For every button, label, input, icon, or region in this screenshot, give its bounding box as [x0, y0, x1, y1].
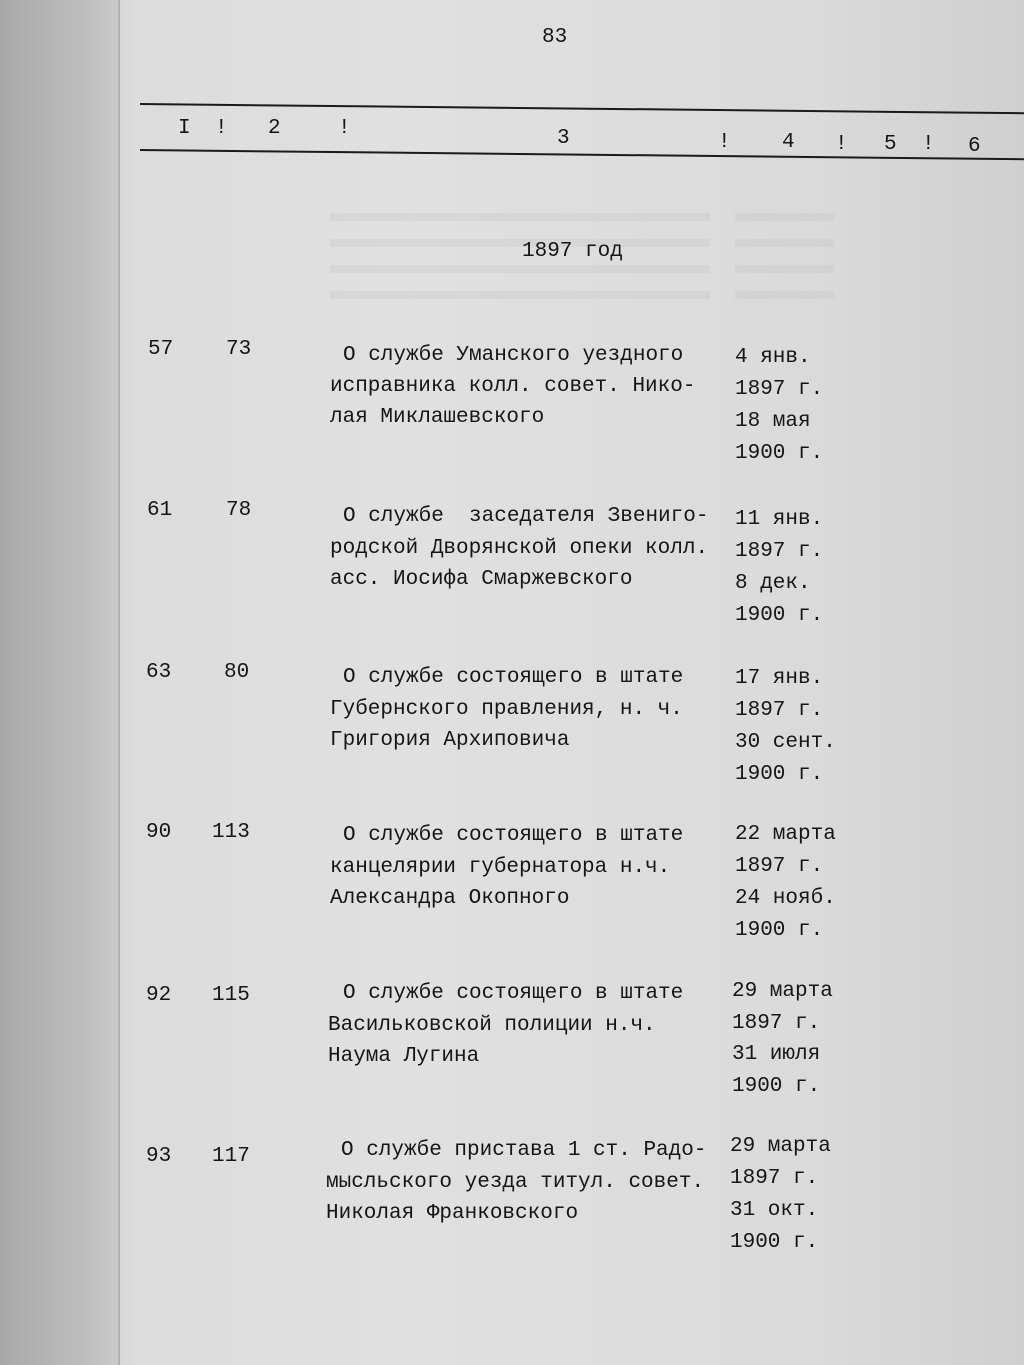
description-line: Александра Окопного: [330, 887, 570, 910]
description-line: О службе состоящего в штате: [343, 982, 684, 1005]
date-line: 1897 г.: [735, 540, 824, 563]
file-number: 113: [212, 821, 250, 844]
adjacent-page-edge: [0, 0, 120, 1365]
row-number: 92: [146, 984, 172, 1007]
file-number: 78: [226, 499, 252, 522]
column-separator: !: [338, 117, 351, 140]
date-line: 8 дек.: [735, 572, 811, 595]
date-line: 1897 г.: [730, 1167, 819, 1190]
date-line: 1900 г.: [730, 1231, 819, 1254]
column-separator: !: [718, 131, 731, 154]
date-line: 1897 г.: [732, 1012, 821, 1035]
date-line: 31 окт.: [730, 1199, 819, 1222]
column-header-4: 4: [782, 131, 795, 154]
date-line: 1897 г.: [735, 378, 824, 401]
date-line: 4 янв.: [735, 346, 811, 369]
row-number: 90: [146, 821, 172, 844]
row-number: 63: [146, 661, 172, 684]
description-line: О службе состоящего в штате: [343, 666, 684, 689]
date-line: 29 марта: [730, 1135, 831, 1158]
file-number: 73: [226, 338, 252, 361]
date-line: 1897 г.: [735, 855, 824, 878]
column-header-5: 5: [884, 133, 897, 156]
description-line: Григория Архиповича: [330, 729, 570, 752]
description-line: исправника колл. совет. Нико-: [330, 375, 696, 398]
description-line: О службе состоящего в штате: [343, 824, 684, 847]
date-line: 17 янв.: [735, 667, 824, 690]
file-number: 117: [212, 1145, 250, 1168]
column-separator: !: [835, 133, 848, 156]
bleed-through-mark: [735, 195, 835, 305]
year-heading: 1897 год: [522, 240, 623, 263]
description-line: Губернского правления, н. ч.: [330, 698, 683, 721]
date-line: 30 сент.: [735, 731, 836, 754]
file-number: 115: [212, 984, 250, 1007]
description-line: Николая Франковского: [326, 1202, 579, 1225]
header-rule-top: [140, 103, 1024, 114]
description-line: родской Дворянской опеки колл.: [330, 537, 709, 560]
description-line: лая Миклашевского: [330, 406, 545, 429]
file-number: 80: [224, 661, 250, 684]
date-line: 31 июля: [732, 1043, 821, 1066]
description-line: Васильковской полиции н.ч.: [328, 1014, 656, 1037]
column-header-6: 6: [968, 135, 981, 158]
column-header-3: 3: [557, 127, 570, 150]
description-line: асс. Иосифа Смаржевского: [330, 568, 633, 591]
column-separator: !: [215, 117, 228, 140]
row-number: 93: [146, 1145, 172, 1168]
description-line: О службе пристава 1 ст. Радо-: [341, 1139, 707, 1162]
description-line: канцелярии губернатора н.ч.: [330, 856, 671, 879]
date-line: 29 марта: [732, 980, 833, 1003]
date-line: 11 янв.: [735, 508, 824, 531]
description-line: мысльского уезда титул. совет.: [326, 1171, 705, 1194]
row-number: 61: [147, 499, 173, 522]
date-line: 18 мая: [735, 410, 811, 433]
description-line: Наума Лугина: [328, 1045, 480, 1068]
date-line: 1900 г.: [735, 604, 824, 627]
column-header-1: I: [178, 117, 191, 140]
bleed-through-mark: [330, 195, 710, 305]
date-line: 1897 г.: [735, 699, 824, 722]
date-line: 1900 г.: [735, 919, 824, 942]
description-line: О службе Уманского уездного: [343, 344, 684, 367]
date-line: 24 нояб.: [735, 887, 836, 910]
column-separator: !: [922, 133, 935, 156]
column-header-2: 2: [268, 117, 281, 140]
description-line: О службе заседателя Звениго-: [343, 505, 709, 528]
row-number: 57: [148, 338, 174, 361]
date-line: 1900 г.: [735, 763, 824, 786]
date-line: 1900 г.: [735, 442, 824, 465]
date-line: 1900 г.: [732, 1075, 821, 1098]
date-line: 22 марта: [735, 823, 836, 846]
page-number: 83: [542, 26, 568, 49]
